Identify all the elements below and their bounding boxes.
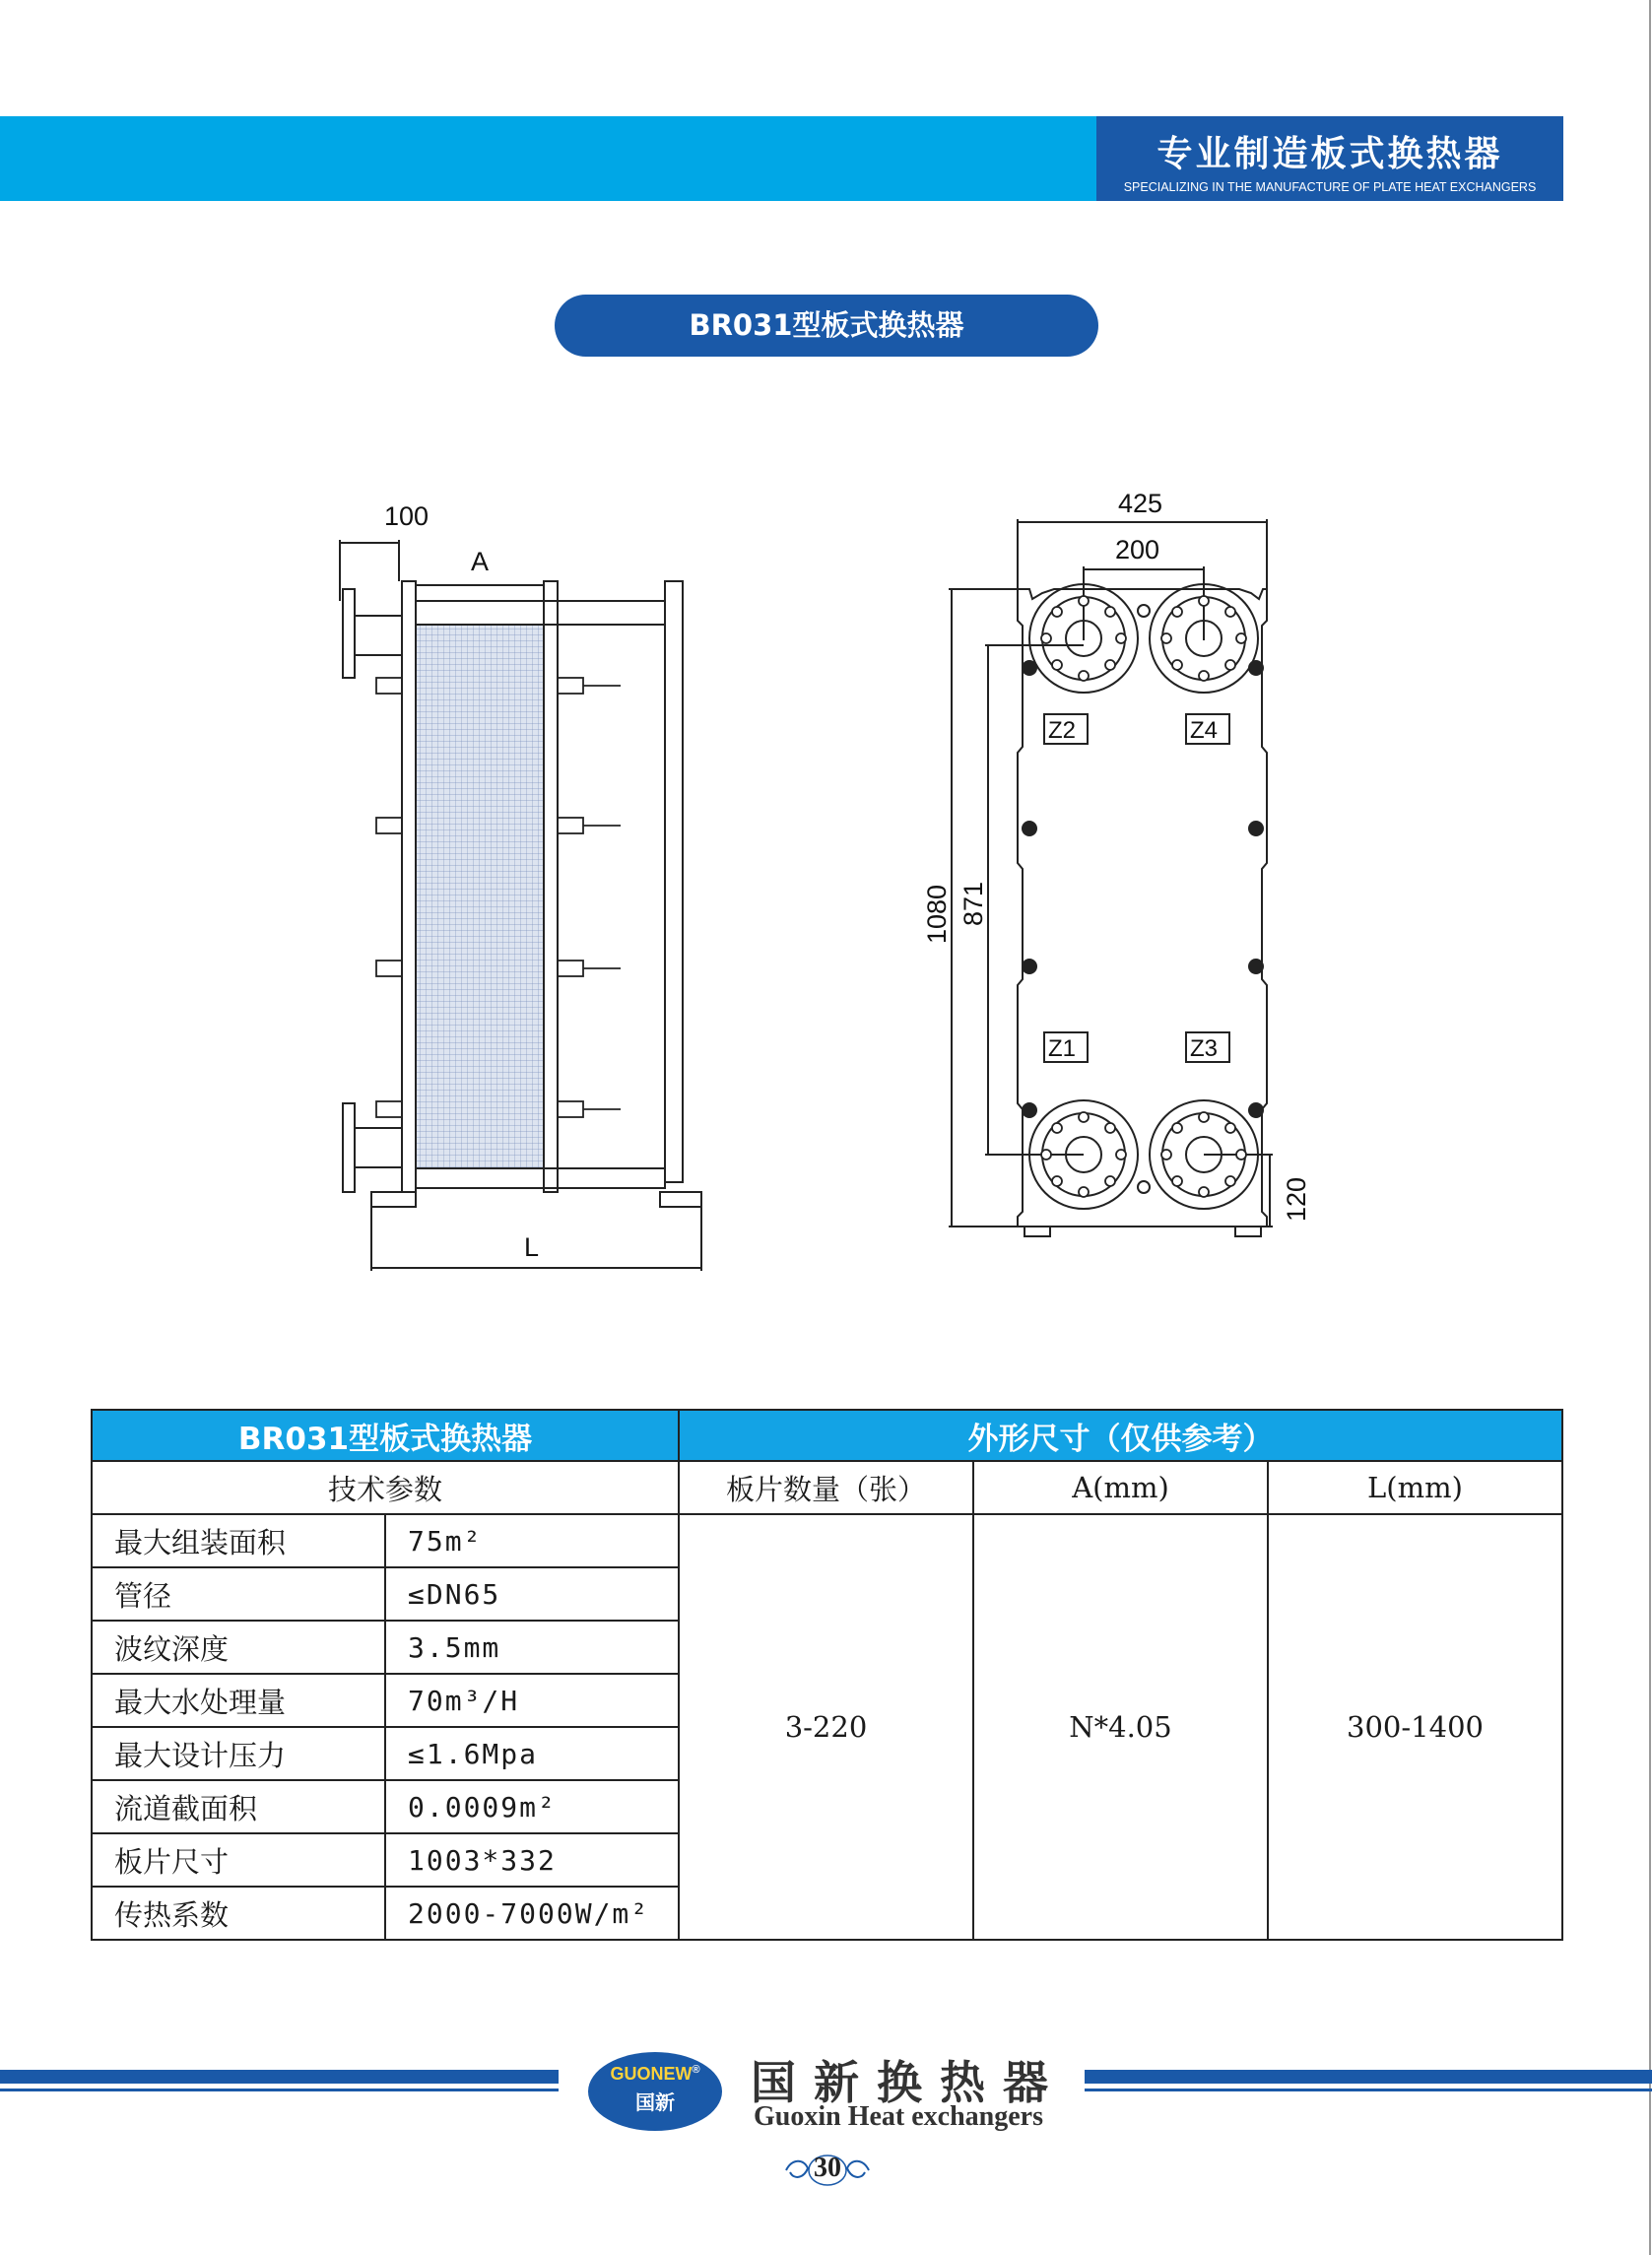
side-view-drawing	[325, 493, 719, 1291]
table-header-dimensions: 外形尺寸（仅供参考）	[679, 1410, 1562, 1461]
param-name: 传热系数	[92, 1887, 385, 1940]
param-value: 75m²	[385, 1514, 679, 1567]
table-row	[92, 1514, 1562, 1567]
param-value: ≤DN65	[385, 1567, 679, 1621]
dim-200-label: 200	[1115, 535, 1160, 564]
header-title-box	[1096, 116, 1563, 201]
page-edge-line	[1649, 0, 1651, 2255]
subheader-a: A(mm)	[973, 1461, 1268, 1514]
dim-871-label: 871	[958, 881, 988, 926]
footer-line-right	[1085, 2089, 1652, 2091]
model-title-pill: BR031型板式换热器	[555, 295, 1098, 357]
param-name: 最大水处理量	[92, 1674, 385, 1727]
param-name: 最大设计压力	[92, 1727, 385, 1780]
footer-bar-left	[0, 2070, 559, 2084]
table-header-row	[92, 1410, 1562, 1461]
param-name: 流道截面积	[92, 1780, 385, 1833]
param-value: 1003*332	[385, 1833, 679, 1887]
front-view-drawing	[922, 473, 1320, 1241]
dim-120-label: 120	[1282, 1176, 1311, 1222]
dim-a-label: A	[471, 547, 490, 576]
param-value: 3.5mm	[385, 1621, 679, 1674]
value-plates: 3-220	[679, 1514, 973, 1940]
header-title-cn: 专业制造板式换热器	[1156, 134, 1503, 174]
registered-mark: ®	[692, 2064, 700, 2076]
subheader-tech-params: 技术参数	[92, 1461, 679, 1514]
footer-line-left	[0, 2089, 559, 2091]
port-label-z1: Z1	[1048, 1035, 1077, 1062]
spec-table	[91, 1409, 1563, 1941]
header-title-en: SPECIALIZING IN THE MANUFACTURE OF PLATE HEAT EXCHANGERS	[1123, 180, 1537, 194]
table-subheader-row	[92, 1461, 1562, 1514]
port-label-z3: Z3	[1190, 1035, 1219, 1062]
value-l: 300-1400	[1268, 1514, 1562, 1940]
param-name: 板片尺寸	[92, 1833, 385, 1887]
subheader-l: L(mm)	[1268, 1461, 1562, 1514]
port-label-z2: Z2	[1048, 717, 1077, 744]
dim-1080-label: 1080	[922, 884, 952, 944]
value-a: N*4.05	[973, 1514, 1268, 1940]
param-name: 最大组装面积	[92, 1514, 385, 1567]
dim-100-label: 100	[384, 501, 430, 531]
logo-text-cn: 国新	[635, 2090, 675, 2114]
param-name: 管径	[92, 1567, 385, 1621]
logo-text-en: GUONEW	[610, 2064, 693, 2084]
brand-name-cn: 国新换热器	[751, 2056, 1066, 2109]
dim-425-label: 425	[1118, 489, 1163, 518]
param-value: 2000-7000W/m²	[385, 1887, 679, 1940]
brand-logo	[588, 2052, 722, 2131]
footer-bar-right	[1085, 2070, 1652, 2084]
param-name: 波纹深度	[92, 1621, 385, 1674]
page-number: 30	[814, 2153, 841, 2183]
brand-name-en: Guoxin Heat exchangers	[754, 2101, 1043, 2132]
param-value: 70m³/H	[385, 1674, 679, 1727]
port-label-z4: Z4	[1190, 717, 1219, 744]
subheader-plates: 板片数量（张）	[679, 1461, 973, 1514]
dim-l-label: L	[524, 1232, 540, 1262]
param-value: ≤1.6Mpa	[385, 1727, 679, 1780]
table-header-model: BR031型板式换热器	[92, 1410, 679, 1461]
param-value: 0.0009m²	[385, 1780, 679, 1833]
